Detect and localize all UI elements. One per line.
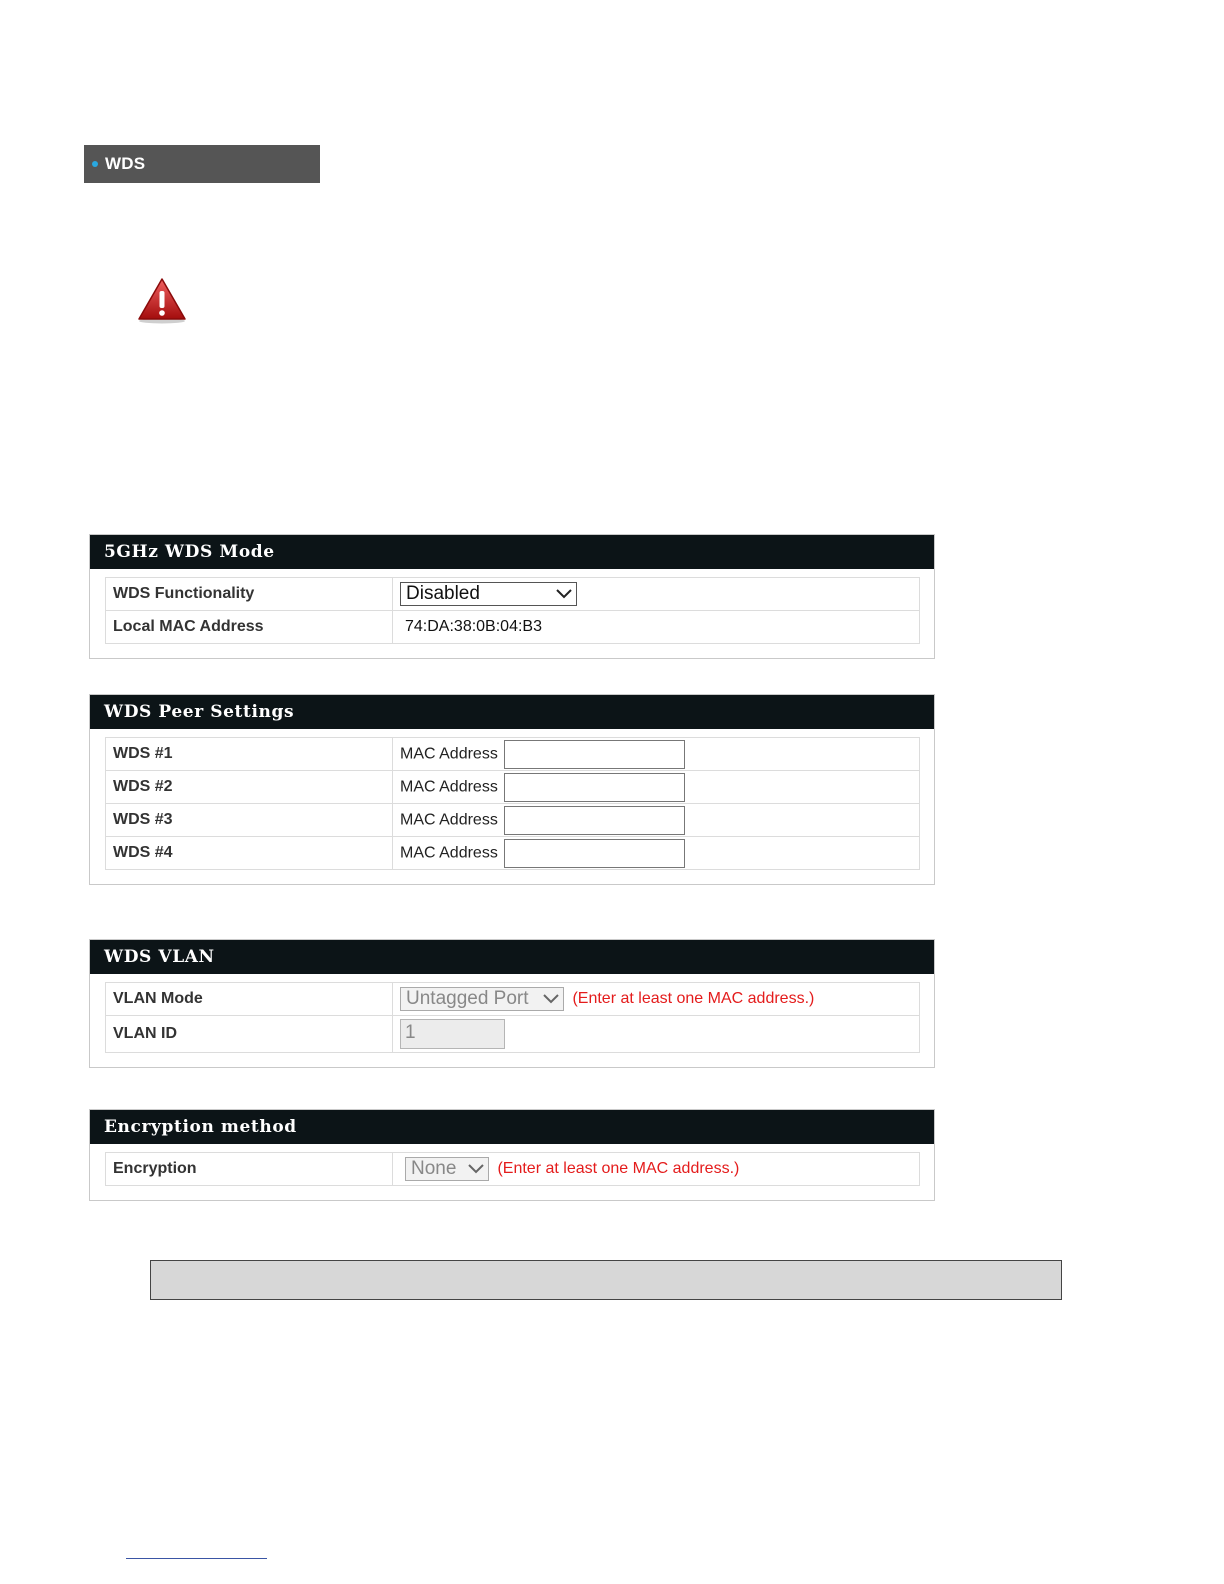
encryption-title: Encryption method [90,1110,934,1144]
encryption-note: (Enter at least one MAC address.) [497,1160,740,1177]
table-row [106,837,920,870]
vlan-id-input[interactable]: 1 [400,1019,505,1049]
mac-address-label: MAC Address [400,811,498,828]
bullet-icon [92,161,98,167]
wds-functionality-label: WDS Functionality [106,578,393,611]
footnote-divider [126,1558,267,1559]
wds-1-mac-input[interactable] [504,740,685,769]
mac-address-label: MAC Address [400,778,498,795]
wds-2-label: WDS #2 [106,771,393,804]
mac-address-label: MAC Address [400,844,498,861]
encryption-panel [89,1109,935,1201]
wds-4-label: WDS #4 [106,837,393,870]
wds-functionality-value: Disabled [406,583,480,604]
wds-peer-title: WDS Peer Settings [90,695,934,729]
chevron-down-icon [468,1164,484,1174]
encryption-row [106,1153,920,1186]
chevron-down-icon [543,994,559,1004]
wds-vlan-panel [89,939,935,1068]
table-row [106,804,920,837]
vlan-mode-label: VLAN Mode [106,983,393,1016]
wds-tab-label: WDS [105,154,146,173]
note-box [150,1260,1062,1300]
warning-icon [136,276,188,324]
vlan-id-label: VLAN ID [106,1016,393,1053]
vlan-mode-row [106,983,920,1016]
wds-tab[interactable] [84,145,320,183]
wds-4-mac-input[interactable] [504,839,685,868]
wds-3-label: WDS #3 [106,804,393,837]
wds-2-mac-input[interactable] [504,773,685,802]
wds-functionality-row [106,578,920,611]
vlan-mode-select[interactable] [400,987,564,1011]
vlan-id-row [106,1016,920,1053]
local-mac-value: 74:DA:38:0B:04:B3 [393,611,920,644]
wds-functionality-select[interactable] [400,582,577,606]
wds-3-mac-input[interactable] [504,806,685,835]
wds-1-label: WDS #1 [106,738,393,771]
encryption-label: Encryption [106,1153,393,1186]
table-row [106,738,920,771]
wds-vlan-title: WDS VLAN [90,940,934,974]
encryption-value: None [411,1158,457,1179]
vlan-mode-note: (Enter at least one MAC address.) [572,990,815,1007]
chevron-down-icon [556,589,572,599]
encryption-select[interactable] [405,1157,489,1181]
mac-address-label: MAC Address [400,745,498,762]
local-mac-row [106,611,920,644]
wds-peer-panel [89,694,935,885]
local-mac-label: Local MAC Address [106,611,393,644]
wds-mode-title: 5GHz WDS Mode [90,535,934,569]
vlan-mode-value: Untagged Port [406,988,529,1009]
table-row [106,771,920,804]
wds-mode-panel [89,534,935,659]
